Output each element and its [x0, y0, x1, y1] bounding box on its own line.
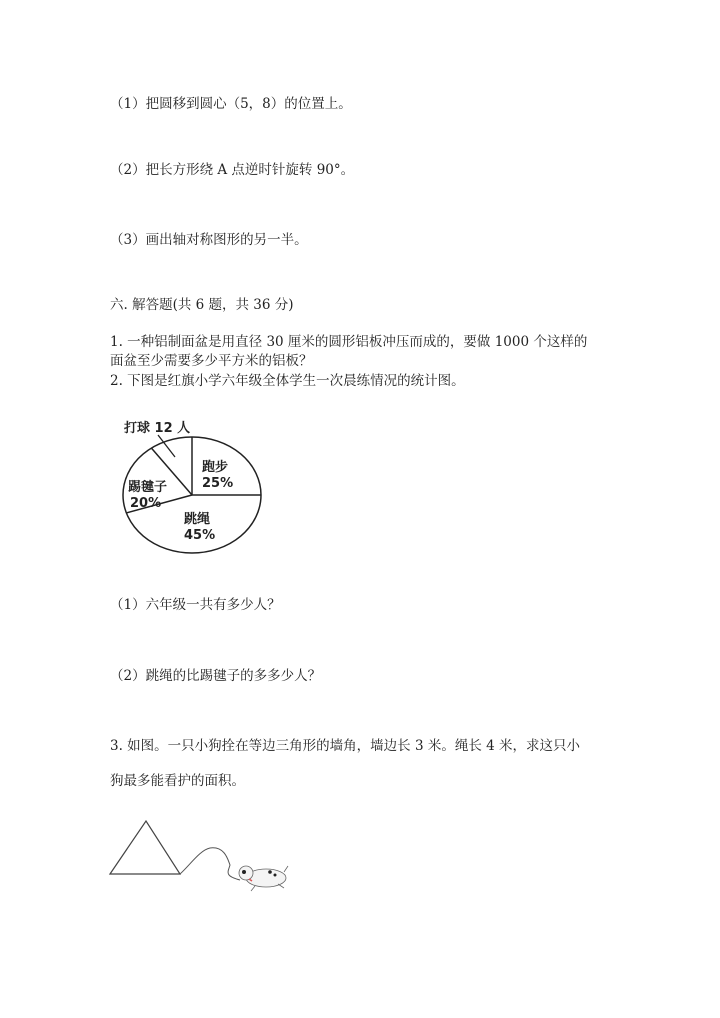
- slice-value-rope: 45%: [184, 528, 216, 543]
- slice-label-rope: 跳绳: [184, 512, 211, 527]
- rope: [180, 848, 240, 880]
- slice-label-shuttlecock: 踢毽子: [128, 480, 168, 495]
- instruction-2: （2）把长方形绕 A 点逆时针旋转 90°。: [110, 162, 355, 178]
- slice-value-running: 25%: [202, 476, 234, 491]
- q2-sub1: （1）六年级一共有多少人？: [110, 597, 281, 613]
- q3-line2: 狗最多能看护的面积。: [110, 773, 245, 789]
- instruction-3: （3）画出轴对称图形的另一半。: [110, 232, 308, 248]
- q3-line1: 3. 如图。一只小狗拴在等边三角形的墙角，墙边长 3 米。绳长 4 米，求这只小: [110, 738, 581, 754]
- triangle-dog-figure: [100, 820, 310, 910]
- slice-value-shuttlecock: 20%: [130, 496, 162, 511]
- instruction-1: （1）把圆移到圆心（5，8）的位置上。: [110, 96, 352, 112]
- q2-sub2: （2）跳绳的比踢毽子的多多少人？: [110, 668, 322, 684]
- section-title: 六. 解答题(共 6 题，共 36 分): [110, 297, 294, 313]
- dog-icon: [239, 866, 288, 891]
- q1-line1: 1. 一种铝制面盆是用直径 30 厘米的圆形铝板冲压而成的，要做 1000 个这样的: [110, 334, 588, 350]
- triangle: [110, 821, 180, 874]
- q2-text: 2. 下图是红旗小学六年级全体学生一次晨练情况的统计图。: [110, 373, 465, 389]
- slice-label-running: 跑步: [202, 460, 229, 475]
- callout-label: 打球 12 人: [124, 421, 191, 436]
- q1-line2: 面盆至少需要多少平方米的铝板？: [110, 353, 313, 369]
- pie-chart: [100, 405, 280, 565]
